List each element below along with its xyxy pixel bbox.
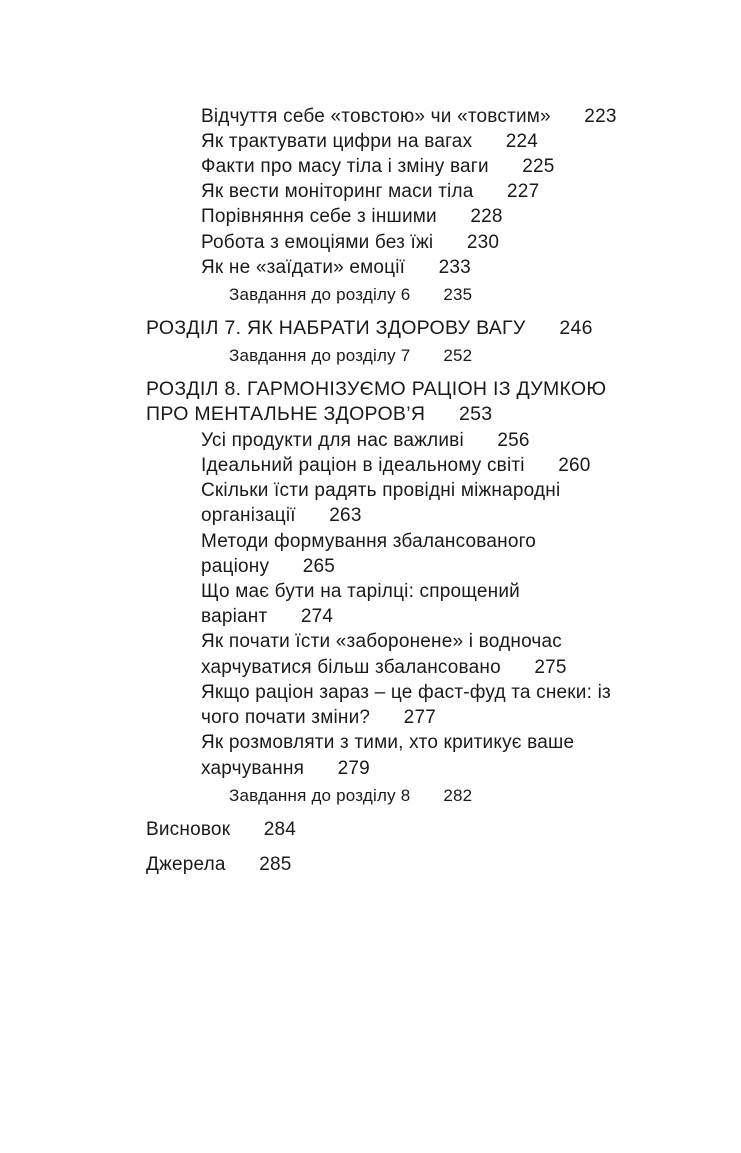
toc-entry-page: 225 [522,156,555,177]
toc-entry-title: Факти про масу тіла і зміну ваги [201,156,489,177]
toc-entry-page: 274 [300,606,334,627]
toc-entry [201,756,370,781]
toc-entry-title: Як не «заїдати» емоції [201,257,406,278]
toc-entry [201,579,520,604]
toc-entry-title: чого почати зміни? [201,707,371,728]
toc-entry-title: організації [201,505,296,526]
toc-entry [201,529,536,554]
toc-entry-page: 230 [466,232,500,253]
toc-entry-page: 246 [559,317,593,339]
toc-chapter-entry [146,377,606,402]
toc-entry-title: Джерела [146,854,226,875]
toc-task-entry [229,282,472,307]
toc-entry-page: 284 [263,819,297,840]
toc-task-entry [229,783,472,808]
toc-entry [201,179,539,204]
toc-entry [201,629,562,654]
toc-entry-page: 279 [337,758,370,779]
toc-chapter-title: РОЗДІЛ 8. ГАРМОНІЗУЄМО РАЦІОН ІЗ ДУМКОЮ [146,378,607,400]
toc-entry-page: 227 [507,181,540,202]
toc-entry-title: Завдання до розділу 6 [229,285,411,304]
toc-entry [201,503,362,528]
toc-entry-title: Як трактувати цифри на вагах [201,131,473,152]
toc-entry-title: Відчуття себе «товстою» чи «товстим» [201,106,551,127]
toc-entry-title: Скільки їсти радять провідні міжнародні [201,480,561,501]
toc-entry [201,154,555,179]
toc-chapter-entry [146,402,492,427]
toc-entry [201,453,591,478]
toc-entry-page: 252 [443,346,473,365]
toc-entry-title: Що має бути на тарілці: спрощений [201,581,520,602]
toc-entry-title: Як почати їсти «заборонене» і водночас [201,631,562,652]
toc-entry-title: Методи формування збалансованого [201,531,537,552]
toc-entry-title: Як розмовляти з тими, хто критикує ваше [201,732,575,753]
toc-entry-title: харчування [201,758,305,779]
toc-entry-page: 282 [443,786,473,805]
toc-entry-title: Ідеальний раціон в ідеальному світі [201,455,525,476]
toc-entry [201,730,574,755]
toc-entry [201,230,499,255]
toc-chapter-title: РОЗДІЛ 7. ЯК НАБРАТИ ЗДОРОВУ ВАГУ [146,317,526,339]
toc-entry [201,478,560,503]
toc-entry-title: раціону [201,556,270,577]
toc-entry [201,129,538,154]
toc-entry-page: 275 [534,657,567,678]
toc-entry-page: 256 [497,430,530,451]
toc-entry [201,680,611,705]
toc-entry-title: харчуватися більш збалансовано [201,657,501,678]
toc-entry [146,852,292,877]
toc-entry-page: 228 [470,206,503,227]
toc-entry [201,104,617,129]
toc-entry [146,817,296,842]
toc-entry-page: 285 [259,854,292,875]
toc-entry [201,604,333,629]
toc-entry-title: Робота з емоціями без їжі [201,232,434,253]
toc-entry-page: 265 [302,556,335,577]
toc-entry [201,428,530,453]
toc-entry-title: Висновок [146,819,231,840]
toc-entry-title: Порівняння себе з іншими [201,206,437,227]
toc-task-entry [229,343,472,368]
toc-entry [201,204,503,229]
toc-entry [201,705,436,730]
toc-entry-page: 263 [329,505,362,526]
toc-entry-page: 260 [558,455,591,476]
toc-entry-title: Усі продукти для нас важливі [201,430,464,451]
toc-entry-title: варіант [201,606,268,627]
toc-chapter-entry [146,316,593,341]
toc-entry-page: 224 [505,131,539,152]
toc-entry-title: Якщо раціон зараз – це фаст-фуд та снеки: із [201,682,611,703]
toc-entry-page: 253 [458,403,493,425]
toc-entry-page: 277 [403,707,436,728]
toc-entry [201,255,471,280]
toc-entry-page: 223 [584,106,617,127]
toc-entry-page: 233 [438,257,471,278]
toc-entry [201,554,335,579]
toc-entry-title: Завдання до розділу 8 [229,786,411,805]
toc-entry-title: Завдання до розділу 7 [229,346,411,365]
toc-entry-page: 235 [443,285,473,304]
toc-chapter-title: ПРО МЕНТАЛЬНЕ ЗДОРОВ’Я [146,403,426,425]
toc-entry [201,655,567,680]
toc-entry-title: Як вести моніторинг маси тіла [201,181,474,202]
